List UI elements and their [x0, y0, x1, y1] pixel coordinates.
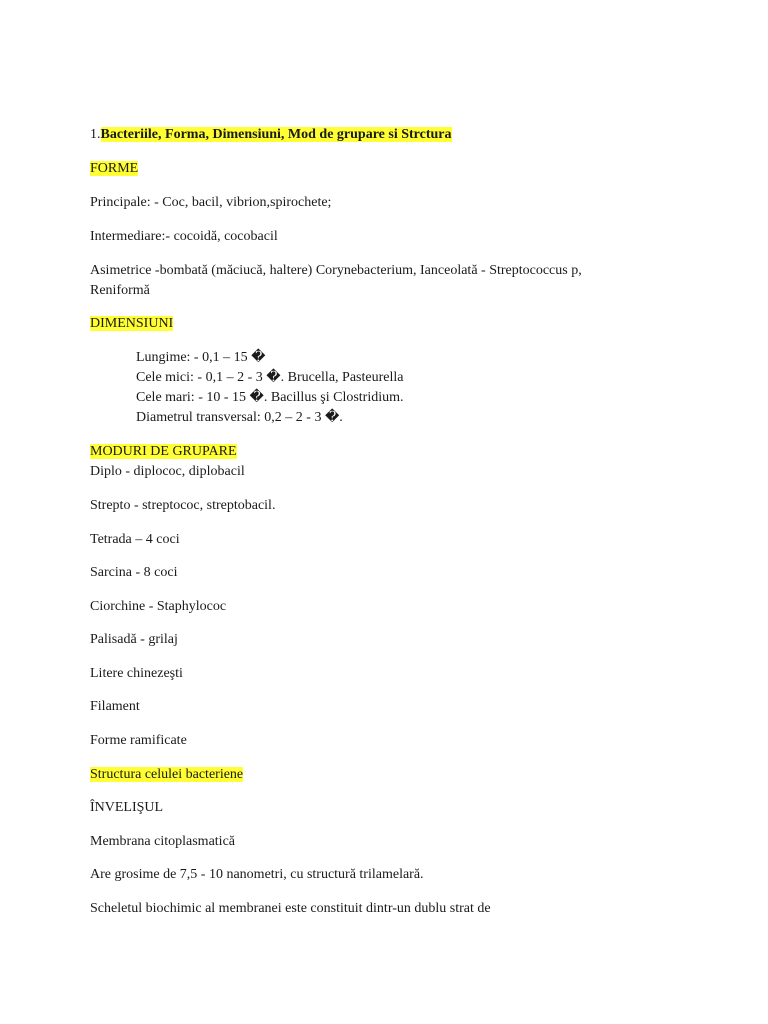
dimensiuni-cele-mari: Cele mari: - 10 - 15 �. Bacillus şi Clostridium.: [136, 390, 404, 405]
structura-scheletul: Scheletul biochimic al membranei este constituit dintr-un dublu strat de: [90, 901, 491, 916]
dimensiuni-cele-mici: Cele mici: - 0,1 – 2 - 3 �. Brucella, Pasteurella: [136, 370, 404, 385]
list-item: Forme ramificate: [90, 733, 187, 748]
list-item: Sarcina - 8 coci: [90, 565, 178, 580]
forme-heading-text: FORME: [90, 161, 139, 176]
list-item: Diplo - diplococ, diplobacil: [90, 464, 245, 479]
forme-asimetrice-line1: Asimetrice -bombată (măciucă, haltere) Corynebacterium, Ianceolată - Streptococcus p,: [90, 263, 582, 278]
moduri-heading: [90, 442, 237, 462]
list-item: Filament: [90, 699, 140, 714]
forme-intermediare: Intermediare:- cocoidă, cocobacil: [90, 229, 278, 244]
structura-heading-text: Structura celulei bacteriene: [90, 767, 244, 782]
list-item: Strepto - streptococ, streptobacil.: [90, 498, 276, 513]
title-text: Bacteriile, Forma, Dimensiuni, Mod de grupare si Strctura: [100, 127, 452, 142]
structura-heading: [90, 765, 243, 785]
moduri-heading-text: MODURI DE GRUPARE: [90, 444, 237, 459]
title-number: 1.: [90, 127, 101, 142]
list-item: Palisadă - grilaj: [90, 632, 178, 647]
dimensiuni-heading: [90, 314, 173, 334]
list-item: Ciorchine - Staphylococ: [90, 599, 227, 614]
forme-asimetrice-line2: Reniformă: [90, 283, 150, 298]
structura-invelisul: ÎNVELIŞUL: [90, 800, 164, 815]
structura-grosime: Are grosime de 7,5 - 10 nanometri, cu structură trilamelară.: [90, 867, 424, 882]
structura-membrana: Membrana citoplasmatică: [90, 834, 235, 849]
forme-heading: [90, 159, 138, 179]
dimensiuni-lungime: Lungime: - 0,1 – 15 �: [136, 350, 266, 365]
list-item: Tetrada – 4 coci: [90, 532, 180, 547]
document-title: [90, 125, 452, 145]
dimensiuni-heading-text: DIMENSIUNI: [90, 316, 174, 331]
forme-principale: Principale: - Coc, bacil, vibrion,spirochete;: [90, 195, 332, 210]
list-item: Litere chinezeşti: [90, 666, 183, 681]
dimensiuni-diametrul: Diametrul transversal: 0,2 – 2 - 3 �.: [136, 410, 343, 425]
